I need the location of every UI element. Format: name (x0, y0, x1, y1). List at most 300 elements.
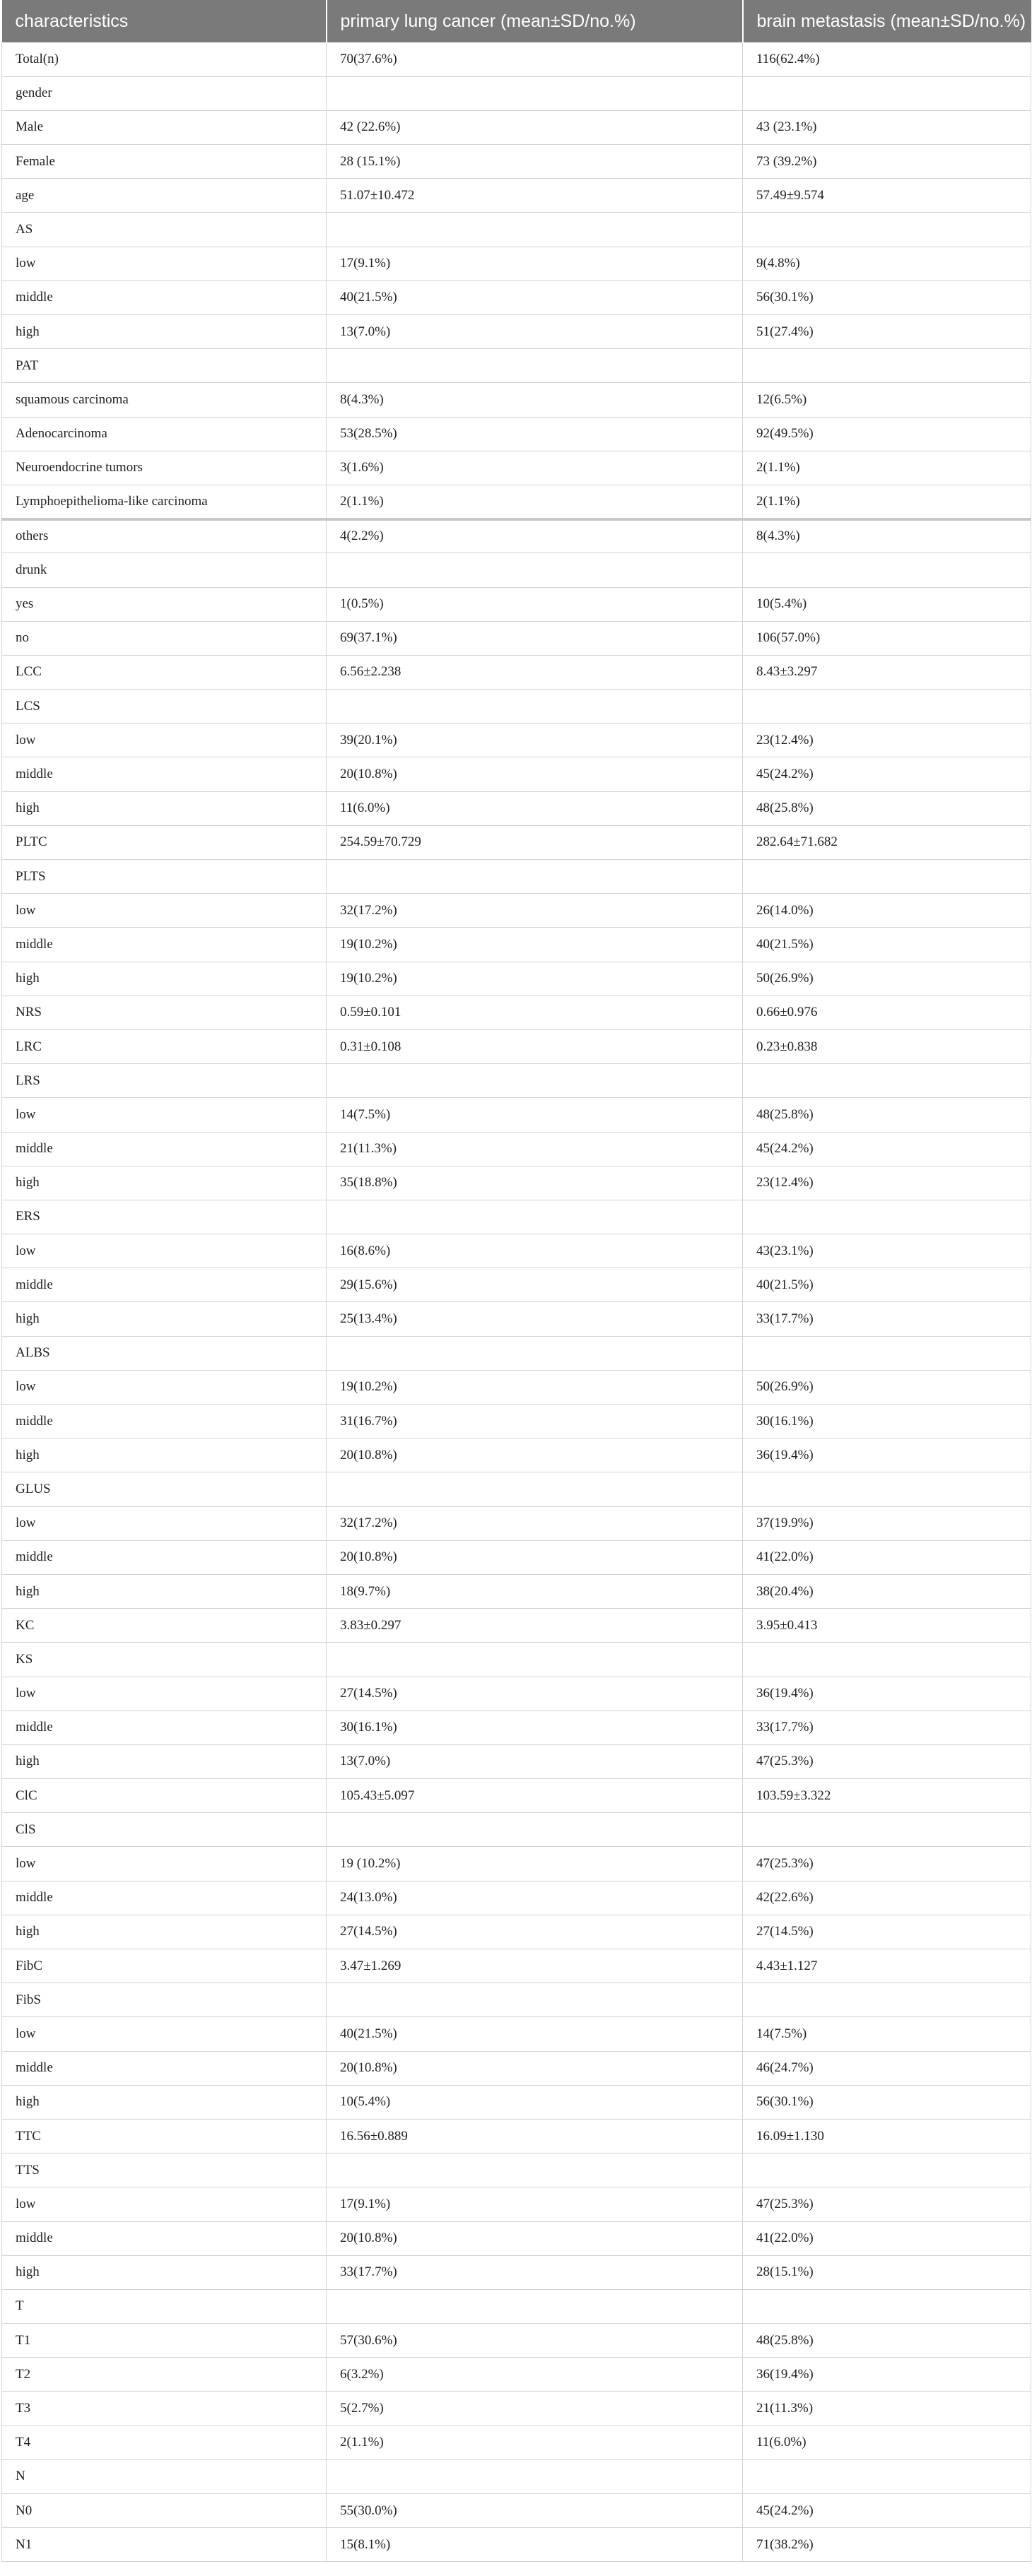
cell-primary-lung-cancer (327, 2153, 743, 2187)
table-row (2, 1574, 1031, 1608)
table-row (2, 1234, 1031, 1268)
cell-characteristic: low (2, 1098, 327, 1132)
table-header (2, 0, 1031, 42)
cell-characteristic: age (2, 179, 327, 213)
table-row (2, 2017, 1031, 2051)
table-row (2, 1881, 1031, 1915)
cell-brain-metastasis: 57.49±9.574 (743, 179, 1031, 213)
cell-brain-metastasis: 21(11.3%) (743, 2392, 1031, 2426)
cell-brain-metastasis: 11(6.0%) (743, 2426, 1031, 2459)
cell-primary-lung-cancer: 2(1.1%) (327, 485, 743, 519)
cell-characteristic: AS (2, 213, 327, 247)
cell-brain-metastasis: 0.23±0.838 (743, 1029, 1031, 1063)
header-characteristics: characteristics (2, 0, 327, 42)
cell-brain-metastasis: 116(62.4%) (743, 42, 1031, 76)
cell-primary-lung-cancer (327, 553, 743, 587)
table-row (2, 383, 1031, 417)
cell-characteristic: Male (2, 110, 327, 144)
cell-brain-metastasis: 40(21.5%) (743, 1268, 1031, 1302)
cell-characteristic: middle (2, 2221, 327, 2255)
cell-primary-lung-cancer (327, 213, 743, 247)
cell-characteristic: middle (2, 757, 327, 791)
cell-characteristic: middle (2, 1132, 327, 1166)
cell-brain-metastasis: 33(17.7%) (743, 1711, 1031, 1744)
cell-characteristic: middle (2, 1711, 327, 1744)
cell-primary-lung-cancer: 0.31±0.108 (327, 1029, 743, 1063)
cell-primary-lung-cancer: 15(8.1%) (327, 2528, 743, 2562)
cell-brain-metastasis: 41(22.0%) (743, 1540, 1031, 1574)
cell-brain-metastasis (743, 690, 1031, 723)
cell-brain-metastasis (743, 213, 1031, 247)
cell-brain-metastasis (743, 1813, 1031, 1847)
cell-characteristic: low (2, 1234, 327, 1268)
cell-characteristic: drunk (2, 553, 327, 587)
cell-characteristic: others (2, 519, 327, 553)
cell-brain-metastasis: 8.43±3.297 (743, 655, 1031, 689)
cell-brain-metastasis: 43(23.1%) (743, 1234, 1031, 1268)
header-row (2, 0, 1031, 42)
cell-characteristic: high (2, 1438, 327, 1472)
cell-primary-lung-cancer (327, 76, 743, 110)
cell-primary-lung-cancer: 5(2.7%) (327, 2392, 743, 2426)
cell-primary-lung-cancer (327, 349, 743, 383)
cell-primary-lung-cancer (327, 1983, 743, 2017)
cell-characteristic: middle (2, 928, 327, 962)
cell-brain-metastasis (743, 349, 1031, 383)
table-row (2, 2459, 1031, 2493)
table-row (2, 860, 1031, 894)
table-row (2, 2255, 1031, 2289)
cell-characteristic: yes (2, 587, 327, 621)
cell-brain-metastasis (743, 76, 1031, 110)
cell-characteristic: T1 (2, 2324, 327, 2358)
cell-characteristic: Female (2, 145, 327, 179)
cell-brain-metastasis: 33(17.7%) (743, 1302, 1031, 1336)
cell-brain-metastasis: 50(26.9%) (743, 962, 1031, 995)
cell-brain-metastasis: 51(27.4%) (743, 315, 1031, 349)
cell-brain-metastasis: 40(21.5%) (743, 928, 1031, 962)
cell-brain-metastasis (743, 860, 1031, 894)
cell-primary-lung-cancer: 20(10.8%) (327, 1438, 743, 1472)
table-row (2, 42, 1031, 76)
cell-characteristic: Lymphoepithelioma-like carcinoma (2, 485, 327, 519)
cell-characteristic: high (2, 315, 327, 349)
table-row (2, 928, 1031, 962)
cell-primary-lung-cancer: 40(21.5%) (327, 2017, 743, 2051)
table-row (2, 213, 1031, 247)
cell-characteristic: low (2, 247, 327, 280)
cell-brain-metastasis (743, 1643, 1031, 1677)
table-row (2, 1166, 1031, 1200)
cell-characteristic: low (2, 1677, 327, 1711)
cell-brain-metastasis: 103.59±3.322 (743, 1779, 1031, 1813)
cell-brain-metastasis: 48(25.8%) (743, 791, 1031, 825)
table-row (2, 1064, 1031, 1098)
cell-primary-lung-cancer (327, 690, 743, 723)
cell-brain-metastasis: 106(57.0%) (743, 621, 1031, 655)
cell-primary-lung-cancer (327, 2459, 743, 2493)
cell-primary-lung-cancer: 29(15.6%) (327, 1268, 743, 1302)
cell-brain-metastasis (743, 2153, 1031, 2187)
characteristics-table (1, 0, 1031, 2562)
cell-brain-metastasis (743, 2459, 1031, 2493)
cell-primary-lung-cancer: 51.07±10.472 (327, 179, 743, 213)
cell-primary-lung-cancer: 18(9.7%) (327, 1574, 743, 1608)
cell-characteristic: low (2, 2017, 327, 2051)
cell-primary-lung-cancer: 32(17.2%) (327, 894, 743, 928)
cell-primary-lung-cancer: 32(17.2%) (327, 1506, 743, 1540)
cell-primary-lung-cancer: 24(13.0%) (327, 1881, 743, 1915)
cell-brain-metastasis (743, 1472, 1031, 1506)
cell-primary-lung-cancer (327, 2289, 743, 2323)
table-row (2, 1609, 1031, 1643)
cell-characteristic: no (2, 621, 327, 655)
cell-brain-metastasis: 41(22.0%) (743, 2221, 1031, 2255)
cell-brain-metastasis: 36(19.4%) (743, 1677, 1031, 1711)
cell-characteristic: T2 (2, 2358, 327, 2392)
table-body (2, 42, 1031, 2562)
table-row (2, 315, 1031, 349)
cell-primary-lung-cancer: 57(30.6%) (327, 2324, 743, 2358)
table-row (2, 655, 1031, 689)
cell-brain-metastasis: 47(25.3%) (743, 2187, 1031, 2221)
cell-primary-lung-cancer: 20(10.8%) (327, 1540, 743, 1574)
cell-primary-lung-cancer: 2(1.1%) (327, 2426, 743, 2459)
cell-primary-lung-cancer (327, 860, 743, 894)
table-row (2, 1098, 1031, 1132)
cell-characteristic: high (2, 962, 327, 995)
cell-primary-lung-cancer: 20(10.8%) (327, 2051, 743, 2085)
table-row (2, 1983, 1031, 2017)
cell-primary-lung-cancer: 21(11.3%) (327, 1132, 743, 1166)
cell-brain-metastasis: 8(4.3%) (743, 519, 1031, 553)
cell-characteristic: high (2, 1166, 327, 1200)
cell-characteristic: LRC (2, 1029, 327, 1063)
table-row (2, 2289, 1031, 2323)
cell-brain-metastasis: 71(38.2%) (743, 2528, 1031, 2562)
cell-brain-metastasis (743, 1983, 1031, 2017)
cell-brain-metastasis: 48(25.8%) (743, 1098, 1031, 1132)
table-row (2, 2324, 1031, 2358)
cell-characteristic: FibS (2, 1983, 327, 2017)
table-row (2, 1438, 1031, 1472)
cell-characteristic: middle (2, 2051, 327, 2085)
cell-primary-lung-cancer: 105.43±5.097 (327, 1779, 743, 1813)
cell-characteristic: KS (2, 1643, 327, 1677)
table-row (2, 894, 1031, 928)
cell-brain-metastasis: 9(4.8%) (743, 247, 1031, 280)
cell-characteristic: N1 (2, 2528, 327, 2562)
table-row (2, 1779, 1031, 1813)
table-row (2, 621, 1031, 655)
cell-primary-lung-cancer: 16(8.6%) (327, 1234, 743, 1268)
cell-characteristic: Neuroendocrine tumors (2, 451, 327, 485)
table-row (2, 825, 1031, 859)
cell-brain-metastasis: 282.64±71.682 (743, 825, 1031, 859)
cell-brain-metastasis: 50(26.9%) (743, 1370, 1031, 1404)
cell-characteristic: low (2, 2187, 327, 2221)
table-row (2, 179, 1031, 213)
table-row (2, 2051, 1031, 2085)
cell-characteristic: PAT (2, 349, 327, 383)
cell-brain-metastasis (743, 2289, 1031, 2323)
cell-characteristic: low (2, 894, 327, 928)
table-row (2, 1200, 1031, 1234)
cell-brain-metastasis (743, 553, 1031, 587)
cell-primary-lung-cancer: 19(10.2%) (327, 928, 743, 962)
cell-primary-lung-cancer: 70(37.6%) (327, 42, 743, 76)
cell-primary-lung-cancer: 19 (10.2%) (327, 1847, 743, 1881)
cell-brain-metastasis: 23(12.4%) (743, 1166, 1031, 1200)
cell-characteristic: middle (2, 1268, 327, 1302)
cell-characteristic: LCS (2, 690, 327, 723)
cell-primary-lung-cancer: 17(9.1%) (327, 2187, 743, 2221)
cell-brain-metastasis: 56(30.1%) (743, 2085, 1031, 2119)
cell-brain-metastasis: 56(30.1%) (743, 280, 1031, 314)
table-row (2, 1370, 1031, 1404)
cell-primary-lung-cancer (327, 1064, 743, 1098)
cell-characteristic: middle (2, 1881, 327, 1915)
cell-primary-lung-cancer: 14(7.5%) (327, 1098, 743, 1132)
cell-primary-lung-cancer (327, 1336, 743, 1370)
cell-primary-lung-cancer (327, 1200, 743, 1234)
cell-characteristic: TTS (2, 2153, 327, 2187)
cell-primary-lung-cancer (327, 1472, 743, 1506)
cell-brain-metastasis: 0.66±0.976 (743, 995, 1031, 1029)
cell-primary-lung-cancer: 10(5.4%) (327, 2085, 743, 2119)
cell-brain-metastasis: 42(22.6%) (743, 1881, 1031, 1915)
cell-primary-lung-cancer: 28 (15.1%) (327, 145, 743, 179)
cell-primary-lung-cancer: 33(17.7%) (327, 2255, 743, 2289)
cell-brain-metastasis: 30(16.1%) (743, 1405, 1031, 1438)
cell-primary-lung-cancer: 13(7.0%) (327, 1744, 743, 1778)
cell-characteristic: LRS (2, 1064, 327, 1098)
table-row (2, 2426, 1031, 2459)
table-row (2, 962, 1031, 995)
cell-characteristic: ERS (2, 1200, 327, 1234)
cell-brain-metastasis (743, 1336, 1031, 1370)
table-row (2, 1302, 1031, 1336)
cell-brain-metastasis: 4.43±1.127 (743, 1949, 1031, 1983)
cell-primary-lung-cancer: 27(14.5%) (327, 1677, 743, 1711)
table-row (2, 2528, 1031, 2562)
cell-characteristic: squamous carcinoma (2, 383, 327, 417)
table-row (2, 1643, 1031, 1677)
cell-primary-lung-cancer: 39(20.1%) (327, 723, 743, 757)
cell-brain-metastasis: 38(20.4%) (743, 1574, 1031, 1608)
cell-primary-lung-cancer: 20(10.8%) (327, 757, 743, 791)
cell-brain-metastasis: 45(24.2%) (743, 757, 1031, 791)
table-row (2, 417, 1031, 451)
cell-primary-lung-cancer: 25(13.4%) (327, 1302, 743, 1336)
cell-primary-lung-cancer: 1(0.5%) (327, 587, 743, 621)
cell-primary-lung-cancer: 3(1.6%) (327, 451, 743, 485)
cell-primary-lung-cancer: 6.56±2.238 (327, 655, 743, 689)
table-row (2, 349, 1031, 383)
cell-brain-metastasis: 45(24.2%) (743, 2494, 1031, 2528)
table-row (2, 145, 1031, 179)
cell-primary-lung-cancer: 53(28.5%) (327, 417, 743, 451)
cell-brain-metastasis: 47(25.3%) (743, 1847, 1031, 1881)
cell-primary-lung-cancer (327, 1643, 743, 1677)
cell-brain-metastasis: 3.95±0.413 (743, 1609, 1031, 1643)
table-row (2, 2358, 1031, 2392)
cell-primary-lung-cancer: 3.83±0.297 (327, 1609, 743, 1643)
cell-characteristic: NRS (2, 995, 327, 1029)
cell-characteristic: high (2, 2085, 327, 2119)
table-row (2, 1336, 1031, 1370)
table-row (2, 1472, 1031, 1506)
cell-brain-metastasis: 14(7.5%) (743, 2017, 1031, 2051)
table-row (2, 2187, 1031, 2221)
header-brain-metastasis: brain metastasis (mean±SD/no.%) (743, 0, 1031, 42)
cell-brain-metastasis: 45(24.2%) (743, 1132, 1031, 1166)
header-primary-lung-cancer: primary lung cancer (mean±SD/no.%) (327, 0, 743, 42)
cell-characteristic: T4 (2, 2426, 327, 2459)
cell-characteristic: high (2, 1574, 327, 1608)
cell-characteristic: N (2, 2459, 327, 2493)
cell-primary-lung-cancer: 55(30.0%) (327, 2494, 743, 2528)
cell-brain-metastasis: 36(19.4%) (743, 1438, 1031, 1472)
cell-characteristic: high (2, 791, 327, 825)
cell-primary-lung-cancer: 31(16.7%) (327, 1405, 743, 1438)
cell-characteristic: low (2, 1506, 327, 1540)
cell-brain-metastasis: 2(1.1%) (743, 485, 1031, 519)
cell-brain-metastasis (743, 1200, 1031, 1234)
cell-primary-lung-cancer: 17(9.1%) (327, 247, 743, 280)
cell-primary-lung-cancer: 69(37.1%) (327, 621, 743, 655)
cell-primary-lung-cancer: 254.59±70.729 (327, 825, 743, 859)
table-row (2, 247, 1031, 280)
table-row (2, 553, 1031, 587)
cell-characteristic: Adenocarcinoma (2, 417, 327, 451)
table-row (2, 2392, 1031, 2426)
cell-brain-metastasis (743, 1064, 1031, 1098)
table-row (2, 1506, 1031, 1540)
cell-characteristic: low (2, 1847, 327, 1881)
table-row (2, 2221, 1031, 2255)
cell-primary-lung-cancer: 19(10.2%) (327, 962, 743, 995)
table-row (2, 757, 1031, 791)
cell-characteristic: middle (2, 280, 327, 314)
cell-brain-metastasis: 23(12.4%) (743, 723, 1031, 757)
cell-brain-metastasis: 37(19.9%) (743, 1506, 1031, 1540)
table-row (2, 2494, 1031, 2528)
table-row (2, 76, 1031, 110)
table-row (2, 1268, 1031, 1302)
cell-characteristic: middle (2, 1540, 327, 1574)
cell-brain-metastasis: 2(1.1%) (743, 451, 1031, 485)
cell-characteristic: FibC (2, 1949, 327, 1983)
cell-primary-lung-cancer: 40(21.5%) (327, 280, 743, 314)
cell-brain-metastasis: 73 (39.2%) (743, 145, 1031, 179)
cell-brain-metastasis: 12(6.5%) (743, 383, 1031, 417)
table-row (2, 1540, 1031, 1574)
table-row (2, 485, 1031, 519)
cell-characteristic: ClC (2, 1779, 327, 1813)
cell-primary-lung-cancer: 6(3.2%) (327, 2358, 743, 2392)
cell-primary-lung-cancer: 8(4.3%) (327, 383, 743, 417)
cell-primary-lung-cancer: 42 (22.6%) (327, 110, 743, 144)
cell-characteristic: PLTS (2, 860, 327, 894)
cell-characteristic: T3 (2, 2392, 327, 2426)
cell-characteristic: low (2, 1370, 327, 1404)
table-row (2, 723, 1031, 757)
cell-brain-metastasis: 26(14.0%) (743, 894, 1031, 928)
table-row (2, 1405, 1031, 1438)
cell-characteristic: ALBS (2, 1336, 327, 1370)
cell-brain-metastasis: 46(24.7%) (743, 2051, 1031, 2085)
table-row (2, 1949, 1031, 1983)
cell-brain-metastasis: 27(14.5%) (743, 1915, 1031, 1949)
cell-primary-lung-cancer: 27(14.5%) (327, 1915, 743, 1949)
table-row (2, 1711, 1031, 1744)
table-row (2, 1915, 1031, 1949)
cell-characteristic: high (2, 2255, 327, 2289)
cell-characteristic: Total(n) (2, 42, 327, 76)
cell-primary-lung-cancer: 0.59±0.101 (327, 995, 743, 1029)
cell-primary-lung-cancer: 30(16.1%) (327, 1711, 743, 1744)
cell-brain-metastasis: 10(5.4%) (743, 587, 1031, 621)
cell-characteristic: high (2, 1915, 327, 1949)
cell-characteristic: KC (2, 1609, 327, 1643)
cell-brain-metastasis: 28(15.1%) (743, 2255, 1031, 2289)
table-row (2, 2085, 1031, 2119)
table-row (2, 519, 1031, 553)
cell-characteristic: high (2, 1302, 327, 1336)
cell-characteristic: high (2, 1744, 327, 1778)
cell-characteristic: GLUS (2, 1472, 327, 1506)
table-row (2, 1847, 1031, 1881)
cell-characteristic: ClS (2, 1813, 327, 1847)
cell-primary-lung-cancer (327, 1813, 743, 1847)
table-row (2, 451, 1031, 485)
cell-characteristic: middle (2, 1405, 327, 1438)
table-row (2, 280, 1031, 314)
cell-brain-metastasis: 36(19.4%) (743, 2358, 1031, 2392)
cell-characteristic: TTC (2, 2119, 327, 2153)
cell-primary-lung-cancer: 19(10.2%) (327, 1370, 743, 1404)
cell-characteristic: gender (2, 76, 327, 110)
cell-brain-metastasis: 43 (23.1%) (743, 110, 1031, 144)
cell-primary-lung-cancer: 3.47±1.269 (327, 1949, 743, 1983)
cell-brain-metastasis: 92(49.5%) (743, 417, 1031, 451)
table-row (2, 2119, 1031, 2153)
table-row (2, 1132, 1031, 1166)
cell-brain-metastasis: 48(25.8%) (743, 2324, 1031, 2358)
table-row (2, 1744, 1031, 1778)
cell-characteristic: N0 (2, 2494, 327, 2528)
cell-brain-metastasis: 16.09±1.130 (743, 2119, 1031, 2153)
cell-characteristic: LCC (2, 655, 327, 689)
table-row (2, 791, 1031, 825)
table-row (2, 690, 1031, 723)
cell-characteristic: low (2, 723, 327, 757)
cell-primary-lung-cancer: 4(2.2%) (327, 519, 743, 553)
table-row (2, 1813, 1031, 1847)
table-row (2, 1677, 1031, 1711)
cell-primary-lung-cancer: 20(10.8%) (327, 2221, 743, 2255)
cell-primary-lung-cancer: 16.56±0.889 (327, 2119, 743, 2153)
cell-characteristic: PLTC (2, 825, 327, 859)
table-row (2, 587, 1031, 621)
cell-characteristic: T (2, 2289, 327, 2323)
table-row (2, 1029, 1031, 1063)
cell-primary-lung-cancer: 35(18.8%) (327, 1166, 743, 1200)
table-row (2, 2153, 1031, 2187)
cell-primary-lung-cancer: 11(6.0%) (327, 791, 743, 825)
cell-brain-metastasis: 47(25.3%) (743, 1744, 1031, 1778)
